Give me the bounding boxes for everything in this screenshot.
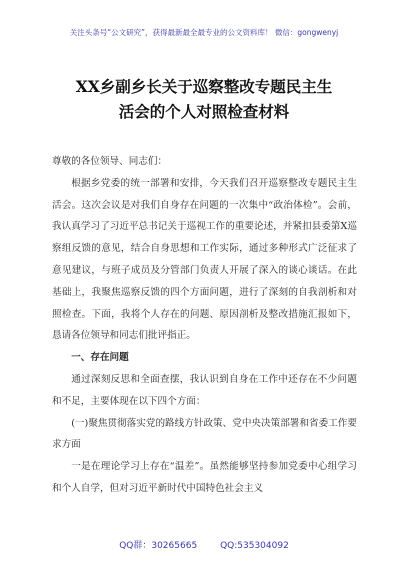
document-body — [52, 151, 357, 500]
paragraph-intro: 根据乡党委的统一部署和安排，今天我们召开巡察整改专题民主生活会。这次会议是对我们自身存在问题的一次集中“政治体检”。会前，我认真学习了习近平总书记关于巡视工作的重要论述，并紧扣县委第X巡察组反馈的意见，结合自身思想和工作实际，通过多种形式广泛征求了意见建议，与班子成员及分管部门负责人开展了深入的谈心谈话。在此基础上，我聚焦巡察反馈的四个方面问题，进行了深刻的自我剖析和对照检查。下面，我将个人存在的问题、原因剖析及整改措施汇报如下，恳请各位领导和同志们批评指正。 — [52, 177, 357, 342]
paragraph-point-one: 一是在理论学习上存在“温差”。虽然能够坚持参加党委中心组学习和个人自学，但对习近平新时代中国特色社会主义 — [52, 461, 357, 494]
title-line-2: 活会的个人对照检查材料 — [118, 102, 290, 121]
footer-qq-number: QQ:535304092 — [220, 541, 289, 551]
salutation: 尊敬的各位领导、同志们： — [52, 156, 168, 167]
title-line-1: XX乡副乡长关于巡察整改专题民主生 — [75, 77, 333, 96]
footer-contact — [0, 538, 408, 551]
footer-qq-group: QQ群：30265665 — [119, 541, 198, 551]
header-note: 关注头条号“公文研究”，获得最新最全最专业的公文资料库！ 微信：gongwenyj — [69, 28, 339, 37]
paragraph-overview: 通过深刻反思和全面查摆，我认识到自身在工作中还存在不少问题和不足，主要体现在以下四个方面： — [52, 373, 357, 407]
section-heading: 一、存在问题 — [71, 352, 129, 364]
document-title — [0, 74, 408, 124]
subsection-heading: (一)聚焦贯彻落实党的路线方针政策、党中央决策部署和省委工作要求方面 — [52, 417, 357, 451]
